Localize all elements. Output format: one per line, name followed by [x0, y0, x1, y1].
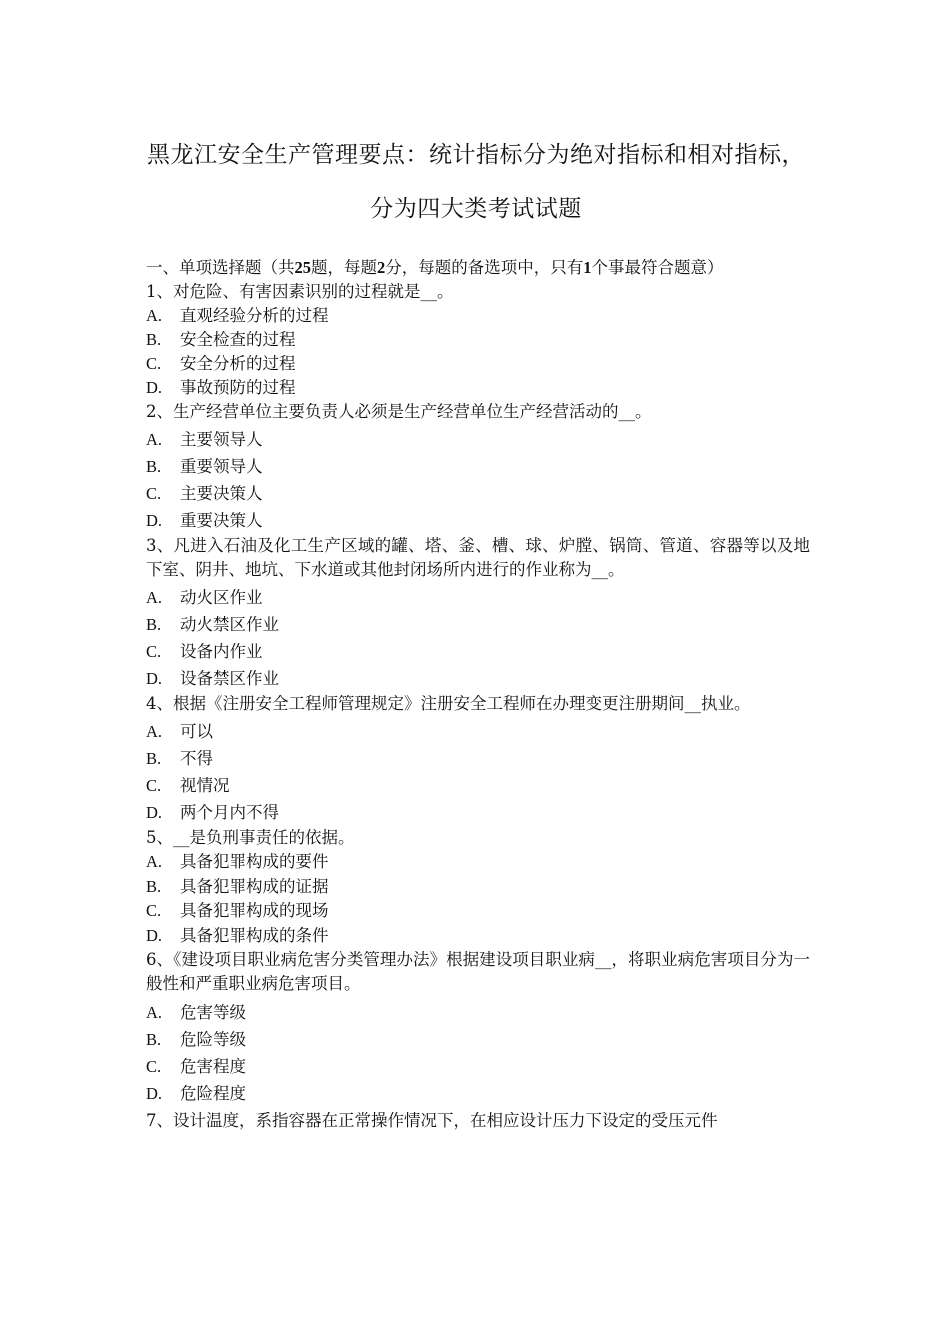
option-letter: C.	[146, 1057, 162, 1076]
section-heading	[146, 256, 810, 280]
option-text: 主要领导人	[180, 430, 263, 449]
option-letter: B.	[146, 749, 162, 768]
option-d	[146, 924, 810, 949]
section-mid2: 分，每题的备选项中，只有	[385, 258, 584, 277]
option-text: 重要决策人	[180, 511, 263, 530]
option-letter: C.	[146, 776, 162, 795]
option-letter: B.	[146, 330, 162, 349]
option-a	[146, 304, 810, 328]
option-letter: D.	[146, 803, 163, 822]
option-c	[146, 638, 810, 665]
option-text: 危害等级	[180, 1003, 246, 1022]
option-letter: B.	[146, 1030, 162, 1049]
option-text: 具备犯罪构成的要件	[180, 852, 329, 871]
question-6	[146, 948, 810, 1107]
option-letter: C.	[146, 354, 162, 373]
option-d	[146, 1080, 810, 1107]
option-c	[146, 480, 810, 507]
option-letter: A.	[146, 306, 163, 325]
option-b	[146, 875, 810, 900]
question-text: 6、《建设项目职业病危害分类管理办法》根据建设项目职业病__，将职业病危害项目分为一般性和严重职业病危害项目。	[146, 950, 810, 993]
option-letter: D.	[146, 1084, 163, 1103]
option-letter: C.	[146, 901, 162, 920]
option-letter: A.	[146, 722, 163, 741]
option-text: 具备犯罪构成的证据	[180, 876, 329, 896]
option-letter: C.	[146, 642, 162, 661]
question-text: 1、对危险、有害因素识别的过程就是__。	[146, 282, 454, 301]
option-letter: B.	[146, 876, 162, 896]
question-5	[146, 826, 810, 948]
question-text: 2、生产经营单位主要负责人必须是生产经营单位生产经营活动的__。	[146, 402, 652, 421]
option-a	[146, 999, 810, 1026]
question-text: 4、根据《注册安全工程师管理规定》注册安全工程师在办理变更注册期间__执业。	[146, 694, 751, 713]
option-text: 事故预防的过程	[180, 378, 296, 397]
option-text: 视情况	[180, 776, 230, 795]
option-text: 具备犯罪构成的现场	[180, 901, 329, 920]
option-letter: B.	[146, 457, 162, 476]
option-letter: B.	[146, 615, 162, 634]
question-7	[146, 1109, 810, 1133]
section-total: 25	[294, 258, 311, 277]
option-d	[146, 507, 810, 534]
option-text: 具备犯罪构成的条件	[180, 925, 329, 945]
option-letter: C.	[146, 484, 162, 503]
section-mid1: 题，每题	[311, 258, 377, 277]
document-body	[146, 256, 810, 1133]
option-d	[146, 799, 810, 826]
option-letter: A.	[146, 1003, 163, 1022]
option-c	[146, 899, 810, 924]
option-c	[146, 772, 810, 799]
option-b	[146, 745, 810, 772]
section-suffix: 个事最符合题意）	[591, 258, 724, 277]
option-letter: A.	[146, 852, 163, 871]
option-text: 动火禁区作业	[180, 615, 279, 634]
question-1	[146, 280, 810, 400]
option-text: 重要领导人	[180, 457, 263, 476]
option-letter: A.	[146, 430, 163, 449]
option-text: 两个月内不得	[180, 803, 279, 822]
option-letter: A.	[146, 588, 163, 607]
option-b	[146, 328, 810, 352]
question-2	[146, 400, 810, 534]
option-letter: D.	[146, 669, 163, 688]
option-a	[146, 426, 810, 453]
option-text: 安全分析的过程	[180, 354, 296, 373]
question-text: 5、__是负刑事责任的依据。	[146, 828, 355, 847]
question-text: 3、凡进入石油及化工生产区域的罐、塔、釜、槽、球、炉膛、锅筒、管道、容器等以及地下室、阴井、地坑、下水道或其他封闭场所内进行的作业称为__。	[146, 536, 810, 579]
option-text: 危险等级	[180, 1030, 246, 1049]
option-a	[146, 584, 810, 611]
section-points: 2	[377, 258, 386, 277]
option-text: 动火区作业	[180, 588, 263, 607]
section-one: 1	[583, 258, 592, 277]
option-text: 设备内作业	[180, 642, 263, 661]
option-letter: D.	[146, 925, 163, 945]
option-c	[146, 352, 810, 376]
option-letter: D.	[146, 511, 163, 530]
section-prefix: 一、单项选择题（共	[146, 258, 295, 277]
question-4	[146, 692, 810, 826]
option-text: 安全检查的过程	[180, 330, 296, 349]
option-text: 主要决策人	[180, 484, 263, 503]
option-text: 设备禁区作业	[180, 669, 279, 688]
document-title: 黑龙江安全生产管理要点：统计指标分为绝对指标和相对指标，分为四大类考试试题	[147, 142, 805, 222]
option-b	[146, 611, 810, 638]
option-b	[146, 453, 810, 480]
option-letter: D.	[146, 378, 163, 397]
question-3	[146, 534, 810, 692]
option-d	[146, 376, 810, 400]
option-text: 可以	[180, 722, 213, 741]
option-b	[146, 1026, 810, 1053]
option-a	[146, 718, 810, 745]
option-d	[146, 665, 810, 692]
option-c	[146, 1053, 810, 1080]
option-text: 危险程度	[180, 1084, 246, 1103]
option-text: 不得	[180, 749, 213, 768]
question-text: 7、设计温度，系指容器在正常操作情况下，在相应设计压力下设定的受压元件	[146, 1111, 718, 1130]
option-text: 危害程度	[180, 1057, 246, 1076]
option-a	[146, 850, 810, 875]
option-text: 直观经验分析的过程	[180, 306, 329, 325]
